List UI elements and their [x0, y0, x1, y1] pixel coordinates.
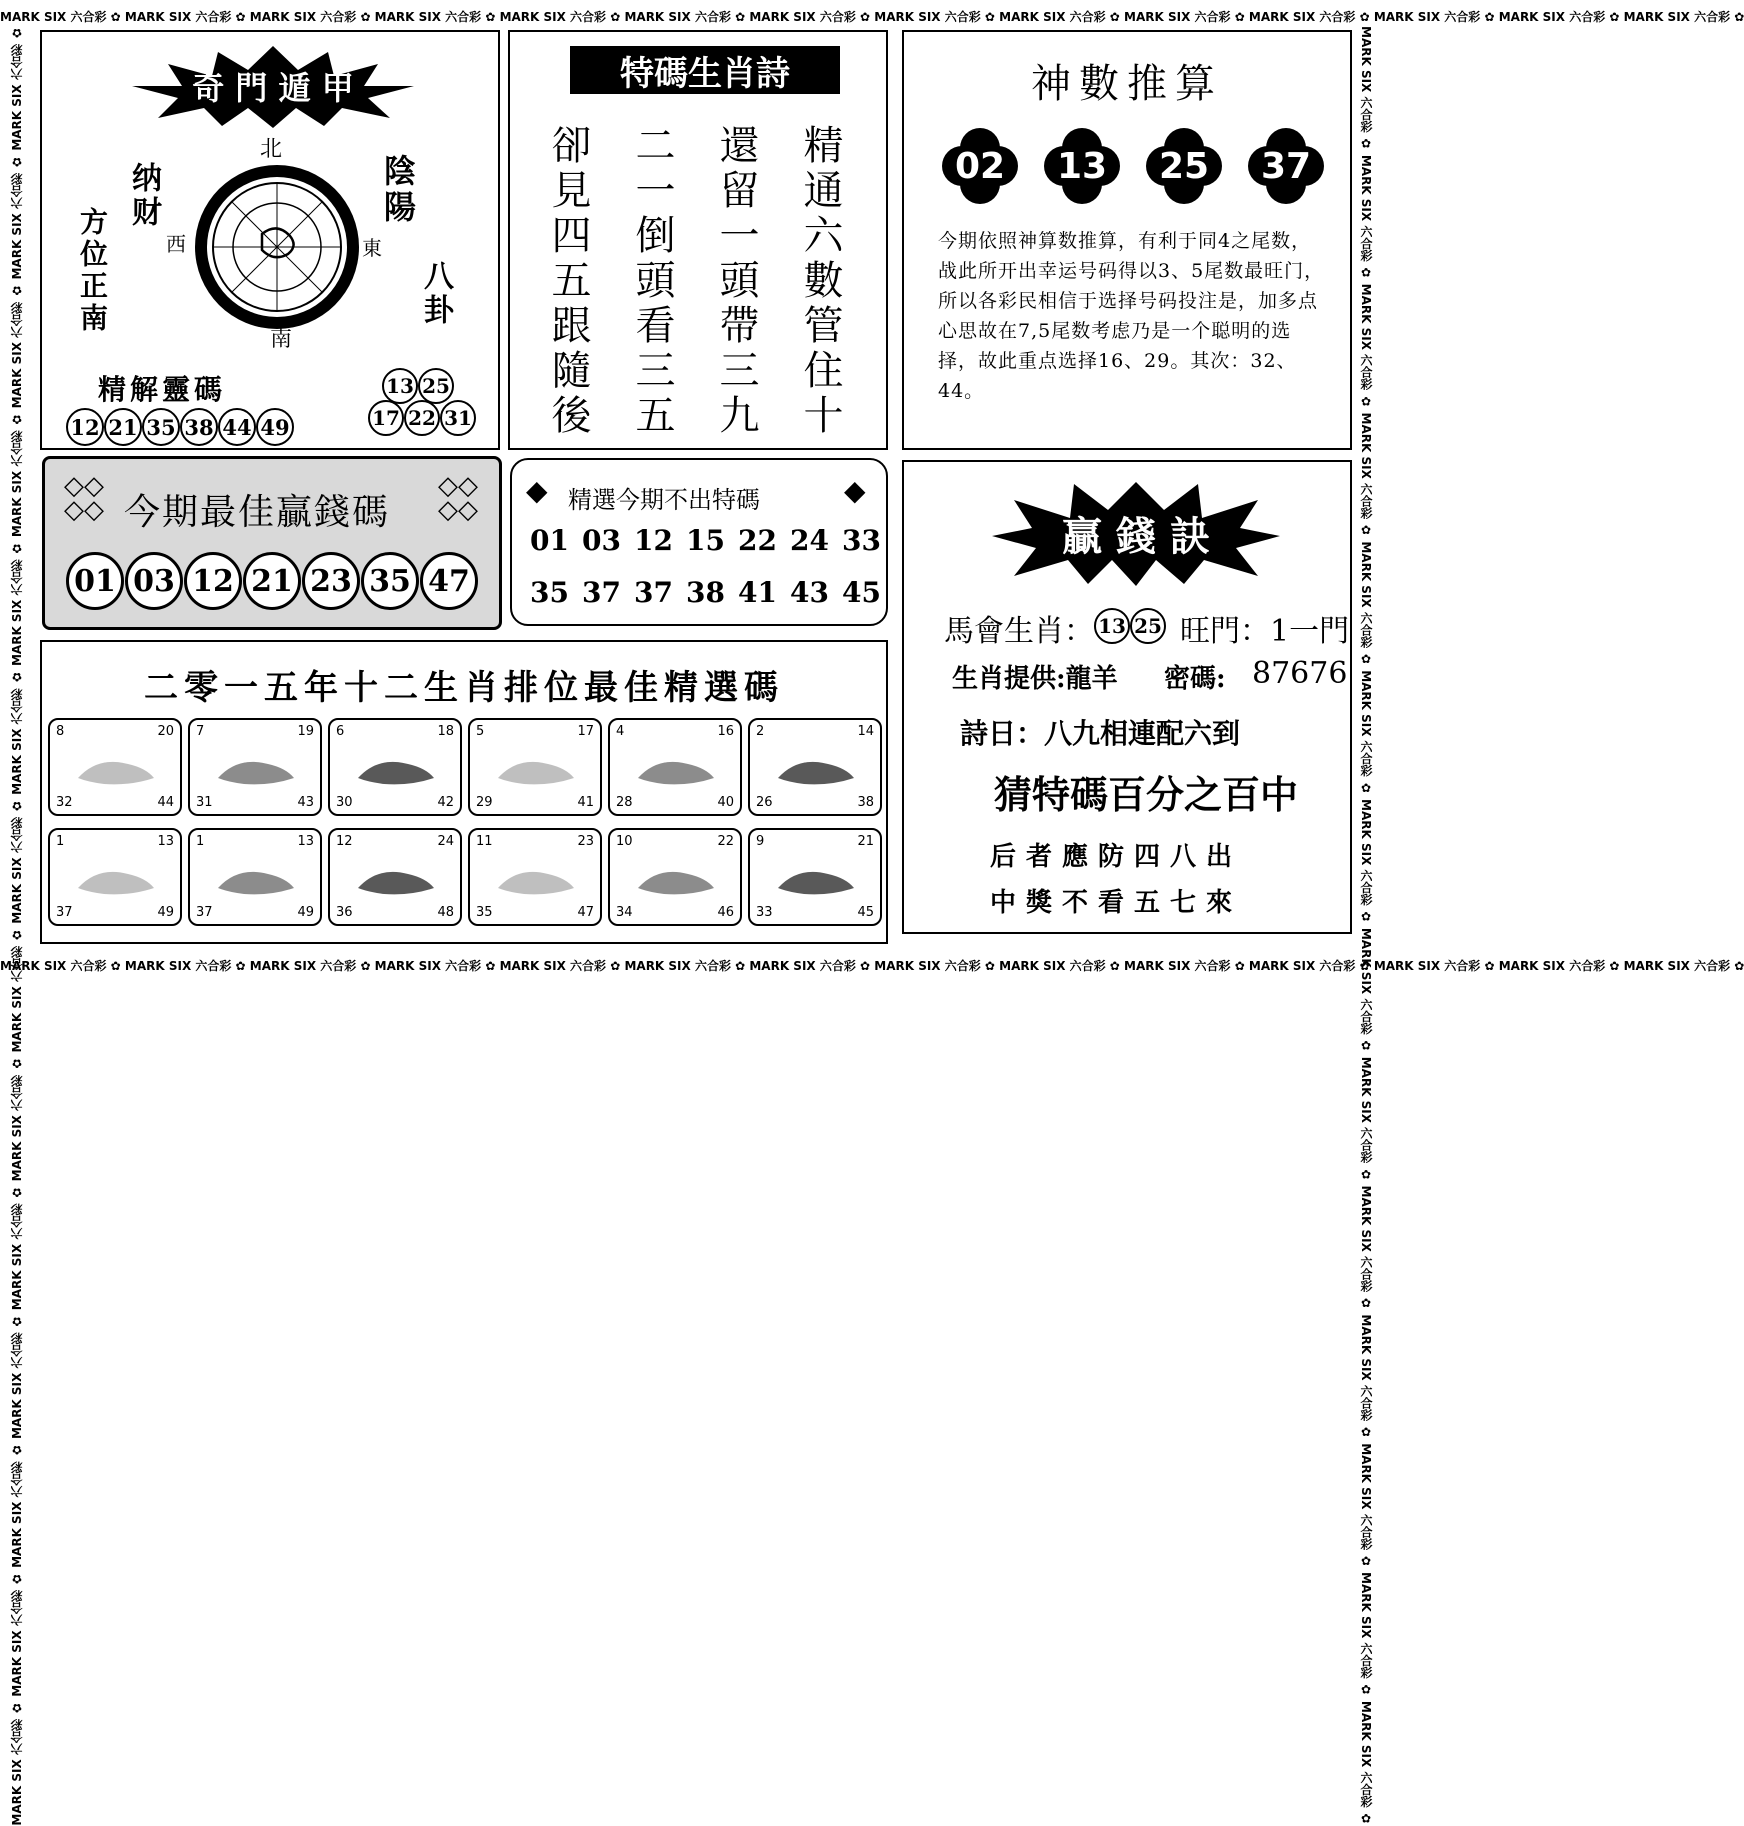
zodiac-tile-number: 31 [196, 795, 213, 810]
zodiac-tile-number: 48 [437, 905, 454, 920]
zodiac-tile-number: 9 [756, 834, 765, 849]
zodiac-animal-icon [772, 738, 862, 800]
poem-column: 精通六數管住十 [797, 124, 843, 439]
side-ball: 17 [368, 400, 404, 436]
side-ball: 31 [440, 400, 476, 436]
password-value: 87676 [1252, 656, 1348, 691]
compass-north: 北 [260, 137, 283, 162]
diamond-icon-left: ◇◇ ◇◇ [64, 471, 104, 525]
zodiac-tile [468, 828, 602, 926]
noappear-number: 43 [790, 576, 829, 609]
poem-panel [508, 30, 888, 450]
clover-number-text: 37 [1260, 145, 1312, 187]
zodiac-tile [608, 828, 742, 926]
jingjie-ball: 35 [142, 408, 180, 446]
zodiac-tile [188, 718, 322, 816]
zodiac-tile-number: 1 [56, 834, 65, 849]
zodiac-tile [188, 828, 322, 926]
noappear-number: 37 [582, 576, 621, 609]
noappear-number: 03 [582, 524, 621, 557]
noappear-panel [510, 458, 888, 626]
best-title: 今期最佳贏錢碼 [124, 492, 391, 533]
noappear-title: 精選今期不出特碼 [568, 486, 760, 514]
zodiac-tile-number: 2 [756, 724, 765, 739]
horse-ball-2: 25 [1130, 608, 1166, 644]
zodiac-animal-icon [352, 848, 442, 910]
zodiac-tile-number: 11 [476, 834, 493, 849]
qimen-title-star [128, 42, 418, 130]
zodiac-tile-number: 4 [616, 724, 625, 739]
top-border: MARK SIX 六合彩 ✿ MARK SIX 六合彩 ✿ MARK SIX 六合彩 ✿ MARK SIX 六合彩 ✿ MARK SIX 六合彩 ✿ MARK SIX 六合彩 ✿ MARK SIX 六合彩 ✿ MARK SIX 六合彩 ✿ MARK SIX 六合彩 ✿ MARK SIX 六合彩 ✿ MARK SIX 六合彩 ✿ MARK SIX 六合彩 ✿ MARK SIX 六合彩 ✿ MARK SIX 六合彩 ✿ [0, 9, 1744, 24]
zodiac-tile-number: 16 [717, 724, 734, 739]
left-border: MARK SIX 六合彩 ✿ MARK SIX 六合彩 ✿ MARK SIX 六合彩 ✿ MARK SIX 六合彩 ✿ MARK SIX 六合彩 ✿ MARK SIX 六合彩 ✿ MARK SIX 六合彩 ✿ MARK SIX 六合彩 ✿ MARK SIX 六合彩 ✿ MARK SIX 六合彩 ✿ MARK SIX 六合彩 ✿ MARK SIX 六合彩 ✿ MARK SIX 六合彩 ✿ MARK SIX 六合彩 ✿ [10, 26, 24, 1826]
qimen-panel [40, 30, 500, 450]
zodiac-animal-icon [492, 738, 582, 800]
shenshu-panel [902, 30, 1352, 450]
zodiac-title: 二零一五年十二生肖排位最佳精選碼 [144, 668, 784, 708]
zodiac-tile-number: 37 [196, 905, 213, 920]
zodiac-tile-number: 40 [717, 795, 734, 810]
clover-number [1248, 128, 1324, 204]
zodiac-tile-number: 20 [157, 724, 174, 739]
jingjie-label: 精解靈碼 [98, 373, 227, 406]
noappear-number: 38 [686, 576, 725, 609]
side-ball: 25 [418, 368, 454, 404]
win-title: 贏 錢 訣 [1062, 512, 1210, 560]
noappear-number: 12 [634, 524, 673, 557]
zodiac-tile-number: 13 [297, 834, 314, 849]
diamond-icon-right: ◇◇ ◇◇ [438, 471, 478, 525]
best-ball: 23 [302, 552, 360, 610]
clover-number [1146, 128, 1222, 204]
noappear-number: 22 [738, 524, 777, 557]
zodiac-tile [468, 718, 602, 816]
win-line-1: 后者應防四八出 [990, 842, 1243, 872]
password-label: 密碼: [1164, 664, 1226, 694]
poem-line: 詩日：八九相連配六到 [960, 717, 1241, 750]
compass-wheel [192, 162, 362, 332]
best-ball: 03 [125, 552, 183, 610]
zodiac-tile-number: 8 [56, 724, 65, 739]
jingjie-ball: 21 [104, 408, 142, 446]
zodiac-tile-number: 34 [616, 905, 633, 920]
qimen-left-col1: 纳财 [126, 162, 161, 230]
zodiac-tile-number: 36 [336, 905, 353, 920]
best-ball: 01 [66, 552, 124, 610]
shenshu-text: 今期依照神算数推算，有利于同4之尾数，战此所开出幸运号码得以3、5尾数最旺门，所以各彩民相信于选择号码投注是，加多点心思故在7,5尾数考虑乃是一个聪明的选择，故此重点选择16、29。其次：32、44。 [938, 230, 1325, 402]
qimen-title: 奇 門 遁 甲 [192, 69, 354, 107]
clover-number [942, 128, 1018, 204]
jingjie-ball: 38 [180, 408, 218, 446]
zodiac-tile-number: 49 [297, 905, 314, 920]
side-ball: 13 [382, 368, 418, 404]
zodiac-tile [48, 718, 182, 816]
zodiac-tile-number: 12 [336, 834, 353, 849]
best-ball: 12 [184, 552, 242, 610]
bottom-border: MARK SIX 六合彩 ✿ MARK SIX 六合彩 ✿ MARK SIX 六合彩 ✿ MARK SIX 六合彩 ✿ MARK SIX 六合彩 ✿ MARK SIX 六合彩 ✿ MARK SIX 六合彩 ✿ MARK SIX 六合彩 ✿ MARK SIX 六合彩 ✿ MARK SIX 六合彩 ✿ MARK SIX 六合彩 ✿ MARK SIX 六合彩 ✿ MARK SIX 六合彩 ✿ MARK SIX 六合彩 ✿ [0, 958, 1744, 973]
zodiac-animal-icon [72, 738, 162, 800]
qimen-left-col2: 方位正南 [76, 207, 109, 335]
zodiac-tile-number: 21 [857, 834, 874, 849]
zodiac-tile-number: 44 [157, 795, 174, 810]
zodiac-tile-number: 43 [297, 795, 314, 810]
win-panel [902, 460, 1352, 934]
zodiac-animal-icon [492, 848, 582, 910]
noappear-number: 45 [842, 576, 881, 609]
zodiac-tile-number: 42 [437, 795, 454, 810]
best-ball: 47 [420, 552, 478, 610]
best-ball: 35 [361, 552, 419, 610]
horse-label: 馬會生肖： [944, 614, 1094, 649]
zodiac-tile-number: 18 [437, 724, 454, 739]
zodiac-tile-number: 35 [476, 905, 493, 920]
zodiac-tile [608, 718, 742, 816]
zodiac-tile-number: 49 [157, 905, 174, 920]
zodiac-tile-number: 26 [756, 795, 773, 810]
wangmen-text: 旺門：1一門 [1180, 614, 1350, 649]
zodiac-tile-number: 46 [717, 905, 734, 920]
poem-title: 特碼生肖詩 [570, 46, 840, 94]
guess-text: 猜特碼百分之百中 [994, 772, 1299, 817]
compass-south: 南 [270, 327, 293, 352]
noappear-number: 24 [790, 524, 829, 557]
zodiac-tile-number: 1 [196, 834, 205, 849]
win-title-star [988, 478, 1284, 588]
zodiac-tile-number: 22 [717, 834, 734, 849]
zodiac-tile-number: 5 [476, 724, 485, 739]
zodiac-animal-icon [212, 848, 302, 910]
zodiac-tile-number: 28 [616, 795, 633, 810]
jingjie-ball: 49 [256, 408, 294, 446]
noappear-number: 33 [842, 524, 881, 557]
zodiac-tile [328, 828, 462, 926]
poem-column: 還留一頭帶三九 [713, 124, 759, 439]
zodiac-animal-icon [632, 738, 722, 800]
zodiac-tile [748, 828, 882, 926]
noappear-number: 35 [530, 576, 569, 609]
zodiac-tile-number: 30 [336, 795, 353, 810]
zodiac-tile-number: 10 [616, 834, 633, 849]
zodiac-animal-icon [72, 848, 162, 910]
compass-east: 東 [362, 236, 382, 260]
zodiac-tile [748, 718, 882, 816]
clover-number-text: 25 [1158, 145, 1210, 187]
clover-number [1044, 128, 1120, 204]
zodiac-animal-icon [772, 848, 862, 910]
zodiac-tile-number: 7 [196, 724, 205, 739]
zodiac-tile-number: 38 [857, 795, 874, 810]
zodiac-animal-icon [632, 848, 722, 910]
zodiac-panel [40, 640, 888, 944]
zodiac-animal-icon [212, 738, 302, 800]
jingjie-ball: 44 [218, 408, 256, 446]
poem-column: 二一倒頭看三五 [629, 124, 675, 439]
provide-text: 生肖提供:龍羊 [952, 664, 1118, 694]
zodiac-tile-number: 6 [336, 724, 345, 739]
zodiac-tile-number: 13 [157, 834, 174, 849]
zodiac-tile-number: 45 [857, 905, 874, 920]
zodiac-animal-icon [352, 738, 442, 800]
win-line-2: 中獎不看五七來 [990, 888, 1243, 918]
diamond-bullet-right-icon: ◆ [844, 474, 866, 507]
zodiac-tile-number: 32 [56, 795, 73, 810]
noappear-number: 41 [738, 576, 777, 609]
clover-number-text: 13 [1056, 145, 1108, 187]
zodiac-tile-number: 29 [476, 795, 493, 810]
zodiac-tile-number: 37 [56, 905, 73, 920]
right-border: MARK SIX 六合彩 ✿ MARK SIX 六合彩 ✿ MARK SIX 六合彩 ✿ MARK SIX 六合彩 ✿ MARK SIX 六合彩 ✿ MARK SIX 六合彩 ✿ MARK SIX 六合彩 ✿ MARK SIX 六合彩 ✿ MARK SIX 六合彩 ✿ MARK SIX 六合彩 ✿ MARK SIX 六合彩 ✿ MARK SIX 六合彩 ✿ MARK SIX 六合彩 ✿ MARK SIX 六合彩 ✿ [1359, 26, 1373, 1826]
shenshu-title: 神數推算 [1031, 61, 1223, 107]
horse-ball-1: 13 [1094, 608, 1130, 644]
zodiac-tile-number: 17 [577, 724, 594, 739]
zodiac-tile-number: 33 [756, 905, 773, 920]
zodiac-tile-number: 19 [297, 724, 314, 739]
best-ball: 21 [243, 552, 301, 610]
zodiac-tile-number: 24 [437, 834, 454, 849]
zodiac-tile-number: 41 [577, 795, 594, 810]
zodiac-tile [328, 718, 462, 816]
best-panel [40, 456, 500, 634]
compass-west: 西 [166, 232, 186, 256]
zodiac-tile-number: 23 [577, 834, 594, 849]
noappear-number: 15 [686, 524, 725, 557]
jingjie-ball: 12 [66, 408, 104, 446]
diamond-bullet-left-icon: ◆ [526, 474, 548, 507]
zodiac-tile [48, 828, 182, 926]
zodiac-tile-number: 14 [857, 724, 874, 739]
noappear-number: 37 [634, 576, 673, 609]
qimen-right-col2: 八卦 [418, 260, 453, 328]
qimen-right-col1: 陰陽 [379, 154, 417, 226]
poem-column: 卻見四五跟隨後 [545, 124, 591, 439]
noappear-number: 01 [530, 524, 569, 557]
side-ball: 22 [404, 400, 440, 436]
clover-number-text: 02 [954, 145, 1006, 187]
zodiac-tile-number: 47 [577, 905, 594, 920]
